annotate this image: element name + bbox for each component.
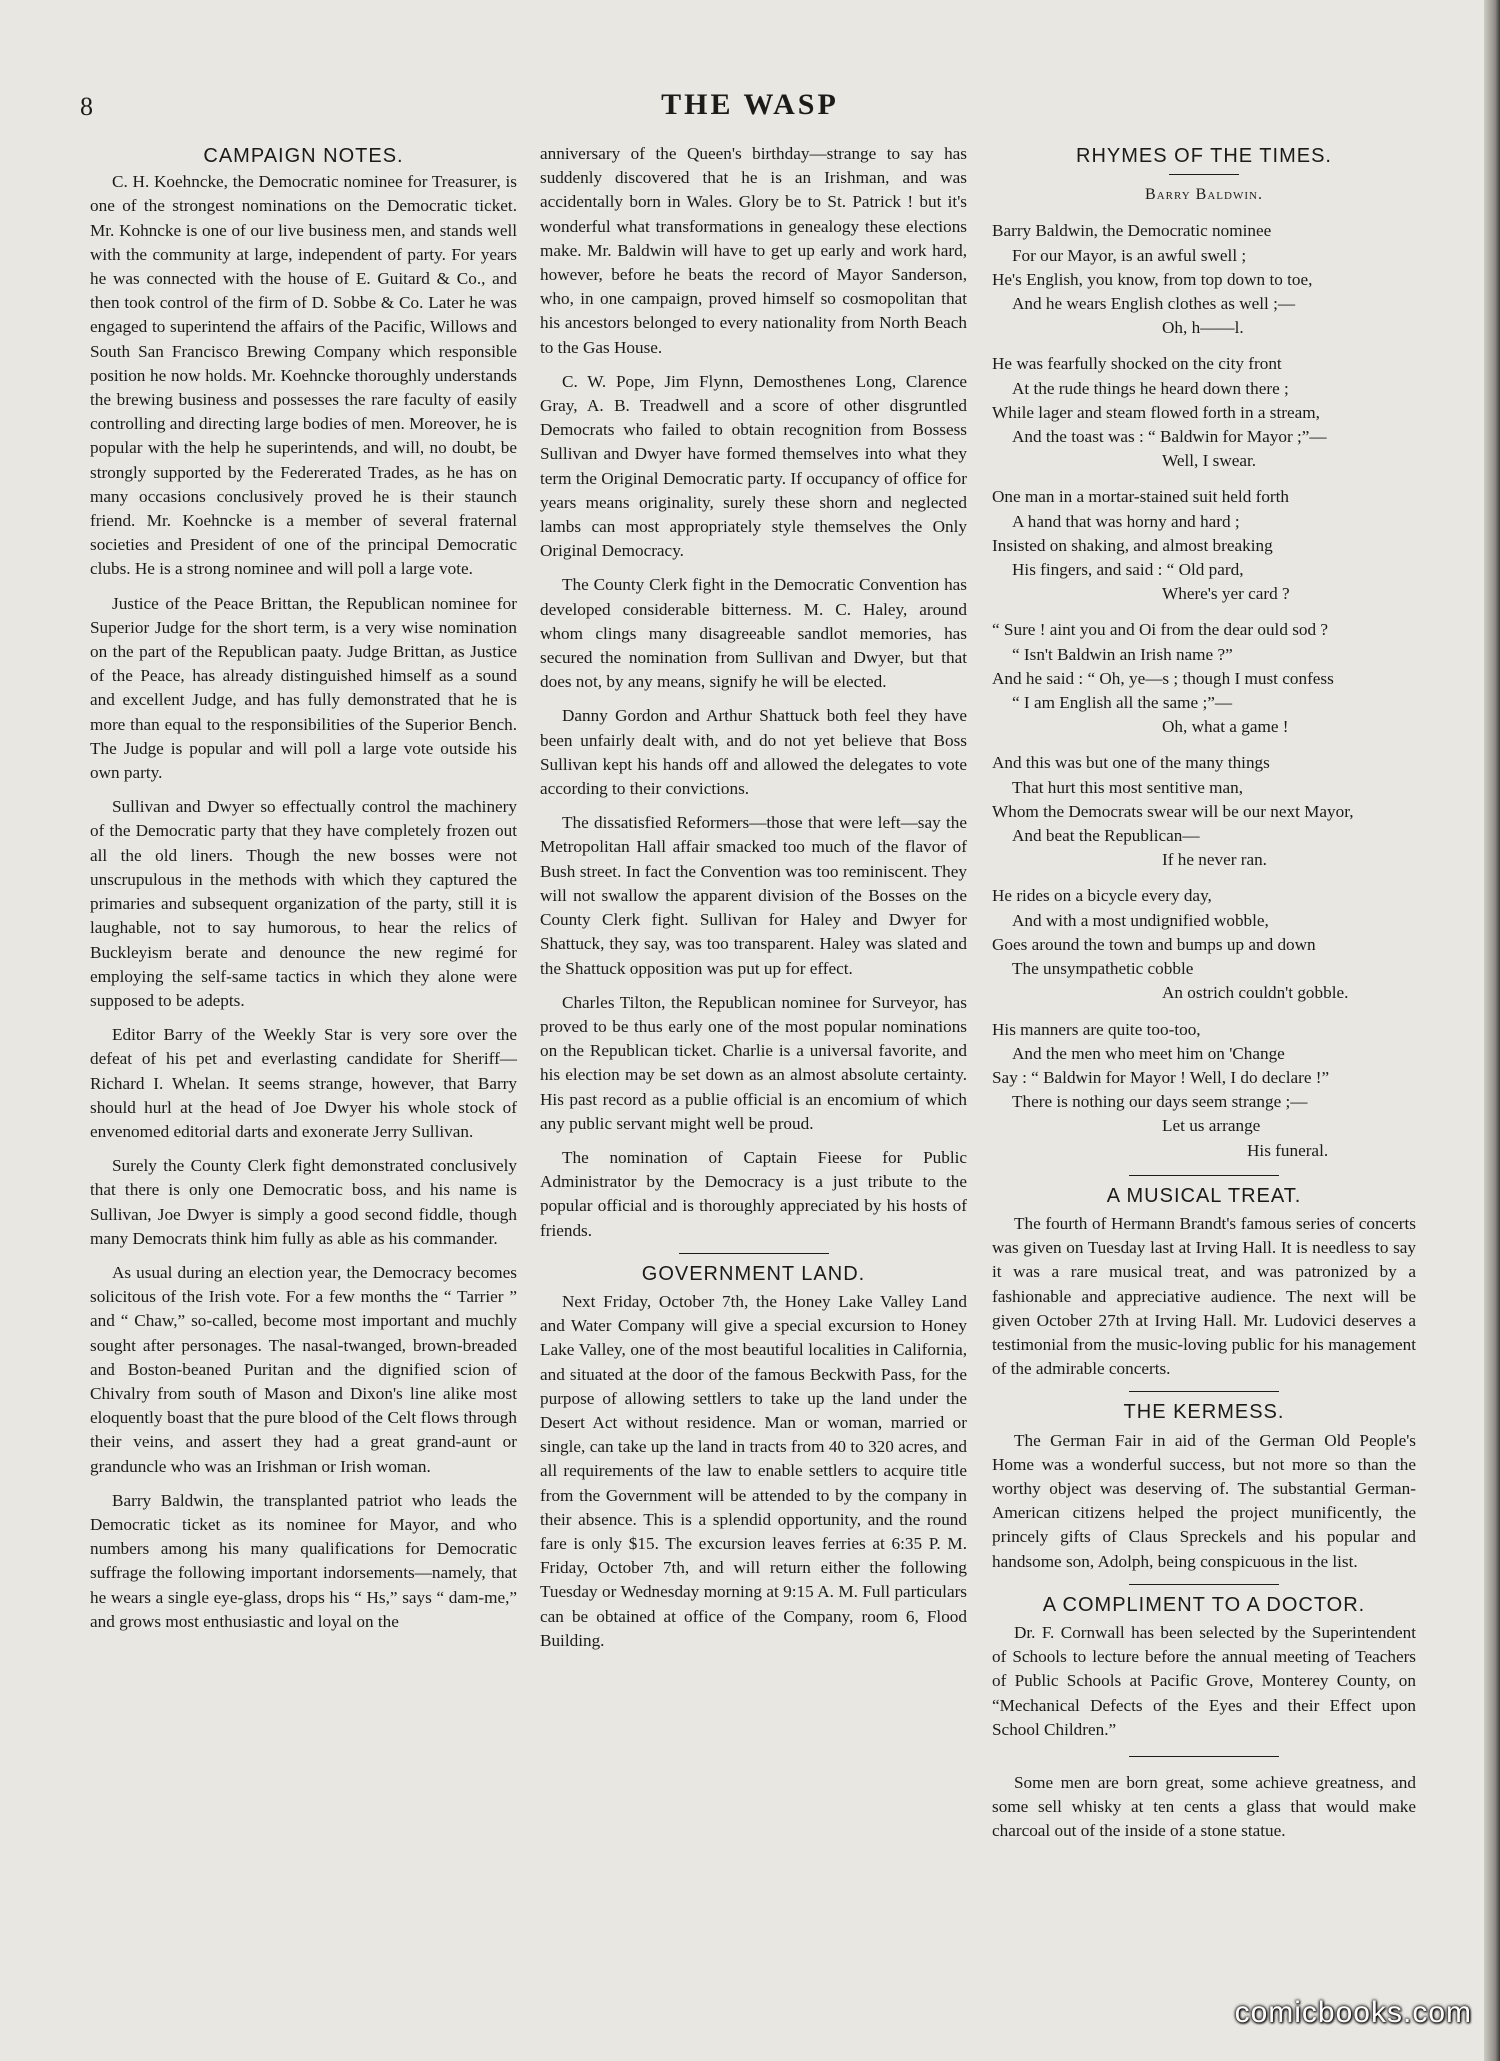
section-divider xyxy=(1129,1391,1279,1392)
poem-line: And he wears English clothes as well ;— xyxy=(1012,294,1296,314)
poem-line: Oh, h——l. xyxy=(1162,318,1244,338)
poem-line: Insisted on shaking, and almost breaking xyxy=(992,535,1273,555)
poem-line: An ostrich couldn't gobble. xyxy=(1162,983,1349,1003)
musical-treat-heading: A MUSICAL TREAT. xyxy=(1106,1184,1302,1207)
column-middle xyxy=(540,142,967,1663)
poem-line: There is nothing our days seem strange ;— xyxy=(1012,1092,1308,1112)
poem-stanza xyxy=(992,485,1416,606)
article-paragraph: The dissatisfied Reformers—those that were left—say the Metropolitan Hall affair smacked too much of the flavor of Bush street. In fact the Convention was too reminiscent. They will not swallow the apparent division of the Bosses on the County Clerk fight. Sullivan for Haley and Dwyer for Shattuck, they say, was too transparent. Haley was slated and the Shattuck opposition was put up for effect. xyxy=(540,813,967,978)
poem-line: At the rude things he heard down there ; xyxy=(1012,378,1289,398)
article-paragraph: C. H. Koehncke, the Democratic nominee for Treasurer, is one of the strongest nominations on the Democratic ticket. Mr. Kohncke is one of our live business men, and stands well with the community at large, independent of party. For years he was connected with the house of E. Guitard & Co., and then took control of the firm of D. Sobbe & Co. Later he was engaged to superintend the affairs of the Pacific, Willows and South San Francisco Brewing Company which responsible position he now holds. Mr. Koehncke thoroughly understands the brewing business and possesses the rare faculty of easily controlling and directing large bodies of men. Moreover, he is popular with the help he superintends, and will, no doubt, be strongly supported by the Federerated Trades, as he has on many occasions conclusively proved he is their staunch friend. Mr. Koehncke is a member of several fraternal societies and President of one of the principal Democratic clubs. He is a strong nominee and will poll a large vote. xyxy=(90,172,517,579)
article-paragraph: Surely the County Clerk fight demonstrated conclusively that there is only one Democratic boss, and his name is Sullivan, Joe Dwyer is simply a good second fiddle, though many Democrats think him fully as able as his commander. xyxy=(90,1156,517,1248)
page-number: 8 xyxy=(80,92,93,121)
poem-line: And this was but one of the many things xyxy=(992,753,1270,773)
column-campaign-notes xyxy=(90,142,517,1644)
poem-line: While lager and steam flowed forth in a stream, xyxy=(992,402,1320,422)
campaign-notes-heading: CAMPAIGN NOTES. xyxy=(203,145,404,167)
article-paragraph: Sullivan and Dwyer so effectually control the machinery of the Democratic party that they have completely frozen out all the old liners. Though the new bosses were not unscrupulous in the methods with which they captured the primaries and subsequent organization of the party, still it is laughable, not to say humorous, to hear the relics of Buckleyism berate and denounce the new regimé for employing the self-same tactics in which they alone were supposed to be adepts. xyxy=(90,797,517,1010)
poem-line: Barry Baldwin, the Democratic nominee xyxy=(992,221,1272,241)
poem-line: “ I am English all the same ;”— xyxy=(1012,693,1233,713)
article-paragraph: Danny Gordon and Arthur Shattuck both feel they have been unfairly dealt with, and do not yet believe that Boss Sullivan kept his hands off and allowed the delegates to vote according to their convictions. xyxy=(540,706,967,799)
masthead: THE WASP xyxy=(661,88,839,121)
poem-line: “ Isn't Baldwin an Irish name ?” xyxy=(1012,644,1233,664)
article-paragraph: Next Friday, October 7th, the Honey Lake Valley Land and Water Company will give a special excursion to Honey Lake Valley, one of the most beautiful localities in California, and situated at the door of the famous Beckwith Pass, for the purpose of allowing settlers to take up the land under the Desert Act without residence. Man or woman, married or single, can take up the land in tracts from 40 to 320 acres, and all requirements of the law to enable settlers to acquire title from the Government will be attended to by the company in their absence. This is a splendid opportunity, and the round fare is only $15. The excursion leaves ferries at 6:35 P. M. Friday, October 7th, and will return either the following Tuesday or Wednesday morning at 9:15 A. M. Full particulars can be obtained at office of the Company, room 6, Flood Building. xyxy=(540,1291,967,1650)
article-paragraph: Barry Baldwin, the transplanted patriot who leads the Democratic ticket as its nominee for Mayor, and who numbers among his many qualifications for Democratic suffrage the following important indorsements—namely, that he wears a single eye-glass, drops his “ Hs,” says “ dam-me,” and grows most enthusiastic and loyal on the xyxy=(90,1490,517,1631)
article-paragraph: Justice of the Peace Brittan, the Republican nominee for Superior Judge for the short term, is a very wise nomination on the part of the Republican paaty. Judge Brittan, as Justice of the Peace, has already distinguished himself as a sound and excellent Judge, and has fully demonstrated that he is more than equal to the responsibilities of the Superior Bench. The Judge is popular and will poll a large vote outside his own party. xyxy=(90,593,517,783)
article-paragraph: The German Fair in aid of the German Old People's Home was a wonderful success, but not more so than the worthy object was deserving of. The substantial German-American citizens helped the project munificently, the princely gifts of Claus Spreckels and his popular and handsome son, Adolph, being conspicuous in the list. xyxy=(992,1430,1416,1571)
poem-line: The unsympathetic cobble xyxy=(1012,959,1194,979)
poem-line: Oh, what a game ! xyxy=(1162,717,1289,737)
article-paragraph: As usual during an election year, the Democracy becomes solicitous of the Irish vote. For a few months the “ Tarrier ” and “ Chaw,” so-called, become most important and muchly sought after personages. The nasal-twanged, brown-breaded and Boston-beaned Puritan and the dignified scion of Chivalry from south of Mason and Dixon's line alike most eloquently boast that the pure blood of the Celt flows through their veins, and assert they had a great grand-aunt or granduncle who was an Irishman or Irish woman. xyxy=(90,1262,517,1476)
poem-line: Say : “ Baldwin for Mayor ! Well, I do declare !” xyxy=(992,1067,1330,1087)
poem-line: And the men who meet him on 'Change xyxy=(1012,1043,1285,1063)
article-paragraph: Some men are born great, some achieve greatness, and some sell whisky at ten cents a glass that would make charcoal out of the inside of a stone statue. xyxy=(992,1772,1416,1841)
section-divider xyxy=(1129,1756,1279,1757)
heading-rule xyxy=(1169,174,1239,175)
article-paragraph: Charles Tilton, the Republican nominee for Surveyor, has proved to be thus early one of the most popular nominations on the Republican ticket. Charlie is a universal favorite, and his election may be set down as an almost absolute certainty. His past record as a publie official is an encomium of which any public servant might well be proud. xyxy=(540,992,967,1133)
poem-stanza xyxy=(992,884,1416,1005)
poem xyxy=(992,219,1416,1162)
poem-line: And with a most undignified wobble, xyxy=(1012,910,1269,930)
poem-line: “ Sure ! aint you and Oi from the dear ould sod ? xyxy=(992,620,1329,640)
article-paragraph: C. W. Pope, Jim Flynn, Demosthenes Long, Clarence Gray, A. B. Treadwell and a score of other disgruntled Democrats who failed to obtain recognition from Bossess Sullivan and Dwyer have formed themselves into what they term the Original Democratic party. If occupancy of office for years means originality, surely these shorn and neglected lambs can most appropriately style themselves the Only Original Democracy. xyxy=(540,371,967,561)
poem-stanza xyxy=(992,751,1416,872)
government-land-heading: GOVERNMENT LAND. xyxy=(641,1262,866,1285)
poem-line: And beat the Republican— xyxy=(1012,826,1200,846)
poem-line: And he said : “ Oh, ye—s ; though I must confess xyxy=(992,668,1334,688)
poem-line: Where's yer card ? xyxy=(1162,584,1290,604)
poem-stanza xyxy=(992,1018,1416,1163)
poem-line: His manners are quite too-too, xyxy=(992,1019,1201,1039)
poem-line: Whom the Democrats swear will be our next Mayor, xyxy=(992,801,1354,821)
article-paragraph: The County Clerk fight in the Democratic Convention has developed considerable bitterness. M. C. Haley, around whom clings many disagreeable sandlot memories, has secured the nomination from Sullivan and Dwyer, but that does not, by any means, signify he will be elected. xyxy=(540,575,967,692)
poem-title: Barry Baldwin. xyxy=(1145,186,1263,204)
poem-line: His fingers, and said : “ Old pard, xyxy=(1012,560,1244,580)
poem-line: Goes around the town and bumps up and down xyxy=(992,934,1316,954)
poem-line: He's English, you know, from top down to toe, xyxy=(992,269,1313,289)
poem-line: His funeral. xyxy=(1247,1140,1329,1160)
rhymes-heading: RHYMES OF THE TIMES. xyxy=(1076,145,1332,167)
poem-line: If he never ran. xyxy=(1162,850,1267,870)
poem-line: One man in a mortar-stained suit held forth xyxy=(992,487,1290,507)
article-paragraph: anniversary of the Queen's birthday—strange to say has suddenly discovered that he is an Irishman, and was accidentally born in Wales. Glory be to St. Patrick ! but it's wonderful what transformations in genealogy these elections make. Mr. Baldwin will have to get up early and work hard, however, before he beats the record of Mayor Sanderson, who, in one campaign, proved himself so cosmopolitan that his ancestors belonged to every nationality from North Beach to the Gas House. xyxy=(540,144,967,357)
poem-line: He was fearfully shocked on the city front xyxy=(992,354,1282,374)
poem-stanza xyxy=(992,618,1416,739)
poem-stanza xyxy=(992,219,1416,340)
poem-line: That hurt this most sentitive man, xyxy=(1012,777,1244,797)
article-paragraph: Dr. F. Cornwall has been selected by the Superintendent of Schools to lecture before the annual meeting of Teachers of Public Schools at Pacific Grove, Monterey County, on “Mechanical Defects of the Eyes and their Effect upon School Children.” xyxy=(992,1622,1416,1739)
kermess-heading: THE KERMESS. xyxy=(1123,1401,1285,1424)
binding-edge xyxy=(1484,0,1500,2061)
compliment-doctor-heading: A COMPLIMENT TO A DOCTOR. xyxy=(1042,1593,1366,1616)
poem-line: Well, I swear. xyxy=(1162,451,1257,471)
poem-line: He rides on a bicycle every day, xyxy=(992,886,1212,906)
article-paragraph: Editor Barry of the Weekly Star is very sore over the defeat of his pet and everlasting candidate for Sheriff—Richard I. Whelan. It seems strange, however, that Barry should hurl at the head of Joe Dwyer his whole stock of envenomed editorial darts and exonerate Jerry Sullivan. xyxy=(90,1025,517,1141)
section-divider xyxy=(679,1253,829,1254)
article-paragraph: The fourth of Hermann Brandt's famous series of concerts was given on Tuesday last at Irving Hall. It is needless to say it was a rare musical treat, and was patronized by a fashionable and appreciative audience. The next will be given October 27th at Irving Hall. Mr. Ludovici deserves a testimonial from the music-loving public for his management of the admirable concerts. xyxy=(992,1213,1416,1379)
column-rhymes xyxy=(992,142,1416,1854)
poem-line: For our Mayor, is an awful swell ; xyxy=(1012,245,1247,265)
section-divider xyxy=(1129,1175,1279,1176)
watermark: comicbooks.com xyxy=(1234,1996,1472,2029)
poem-stanza xyxy=(992,352,1416,473)
poem-line: A hand that was horny and hard ; xyxy=(1012,511,1240,531)
article-paragraph: The nomination of Captain Fieese for Public Administrator by the Democracy is a just tribute to the popular official and is thoroughly appreciated by his hosts of friends. xyxy=(540,1147,967,1240)
section-divider xyxy=(1129,1584,1279,1585)
poem-line: Let us arrange xyxy=(1162,1116,1261,1136)
poem-line: And the toast was : “ Baldwin for Mayor ;”— xyxy=(1012,427,1327,447)
